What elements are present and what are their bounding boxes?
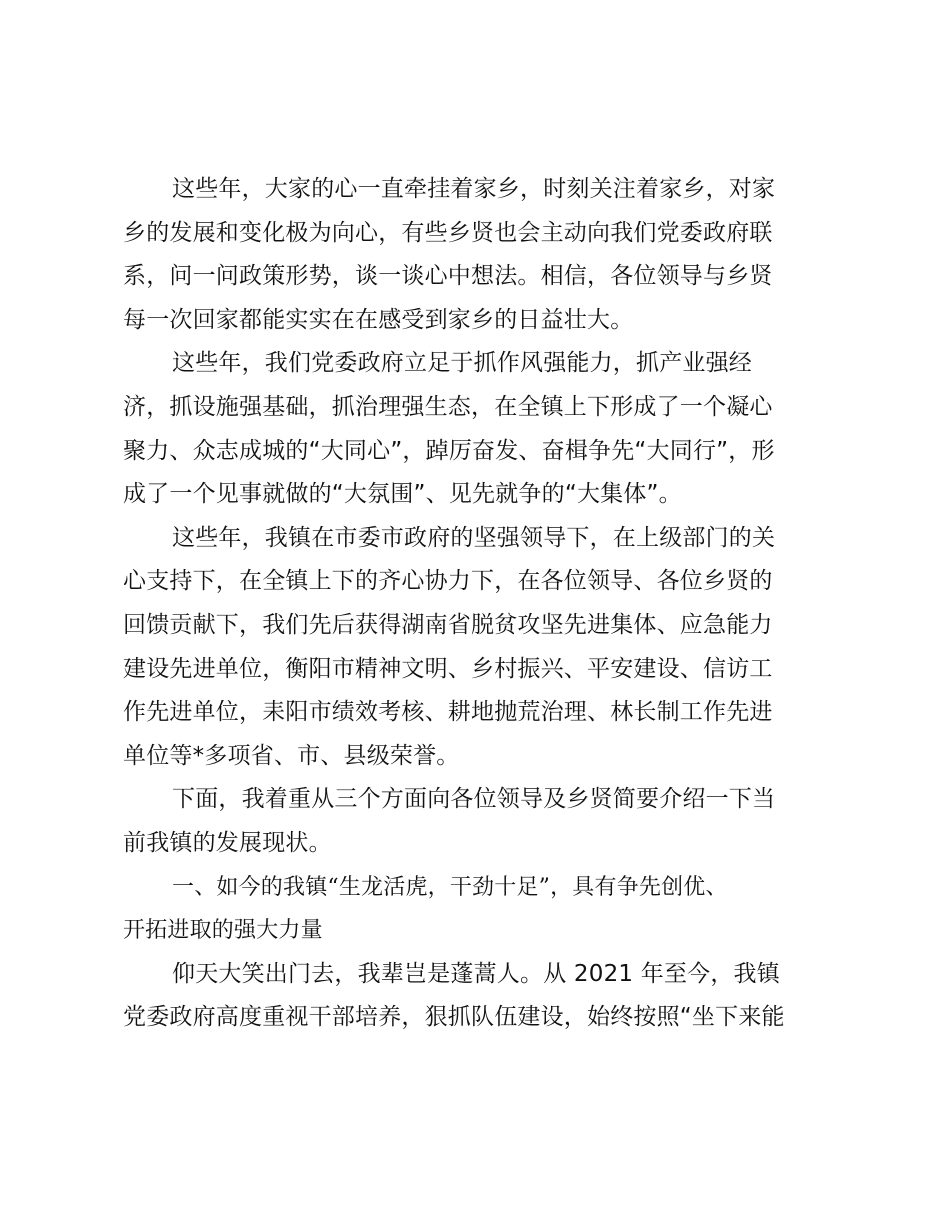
text-line: 回馈贡献下，我们先后获得湖南省脱贫攻坚先进集体、应急能力 (123, 611, 773, 638)
text-line: 每一次回家都能实实在在感受到家乡的日益壮大。 (123, 306, 634, 333)
text-line: 成了一个见事就做的“大氛围”、见先就争的“大集体”。 (123, 481, 682, 508)
text-line: 前我镇的发展现状。 (123, 829, 332, 856)
text-line: 聚力、众志成城的“大同心”，踔厉奋发、奋楫争先“大同行”，形 (123, 437, 775, 464)
text-line: 系，问一问政策形势，谈一谈心中想法。相信，各位领导与乡贤 (123, 263, 773, 290)
text-line: 乡的发展和变化极为向心，有些乡贤也会主动向我们党委政府联 (123, 219, 773, 246)
section-heading-line: 一、如今的我镇“生龙活虎，干劲十足”，具有争先创优、 (172, 874, 728, 900)
text-line: 这些年，我镇在市委市政府的坚强领导下，在上级部门的关 (172, 524, 776, 551)
text-line: 仰天大笑出门去，我辈岂是蓬蒿人。从 2021 年至今，我镇 (172, 960, 780, 987)
text-line: 济，抓设施强基础，抓治理强生态，在全镇上下形成了一个凝心 (123, 393, 773, 420)
text-line: 下面，我着重从三个方面向各位领导及乡贤简要介绍一下当 (172, 786, 776, 813)
text-line: 建设先进单位，衡阳市精神文明、乡村振兴、平安建设、信访工 (123, 655, 773, 682)
text-line: 心支持下，在全镇上下的齐心协力下，在各位领导、各位乡贤的 (123, 568, 773, 595)
text-line: 单位等*多项省、市、县级荣誉。 (123, 742, 460, 769)
text-line: 作先进单位，耒阳市绩效考核、耕地抛荒治理、林长制工作先进 (123, 699, 773, 726)
document-body (123, 168, 835, 1040)
text-line: 党委政府高度重视干部培养，狠抓队伍建设，始终按照“坐下来能 (123, 1004, 785, 1031)
text-line: 这些年，大家的心一直牵挂着家乡，时刻关注着家乡，对家 (172, 176, 776, 202)
section-heading-line: 开拓进取的强大力量 (123, 918, 323, 944)
text-line: 这些年，我们党委政府立足于抓作风强能力，抓产业强经 (172, 350, 752, 377)
